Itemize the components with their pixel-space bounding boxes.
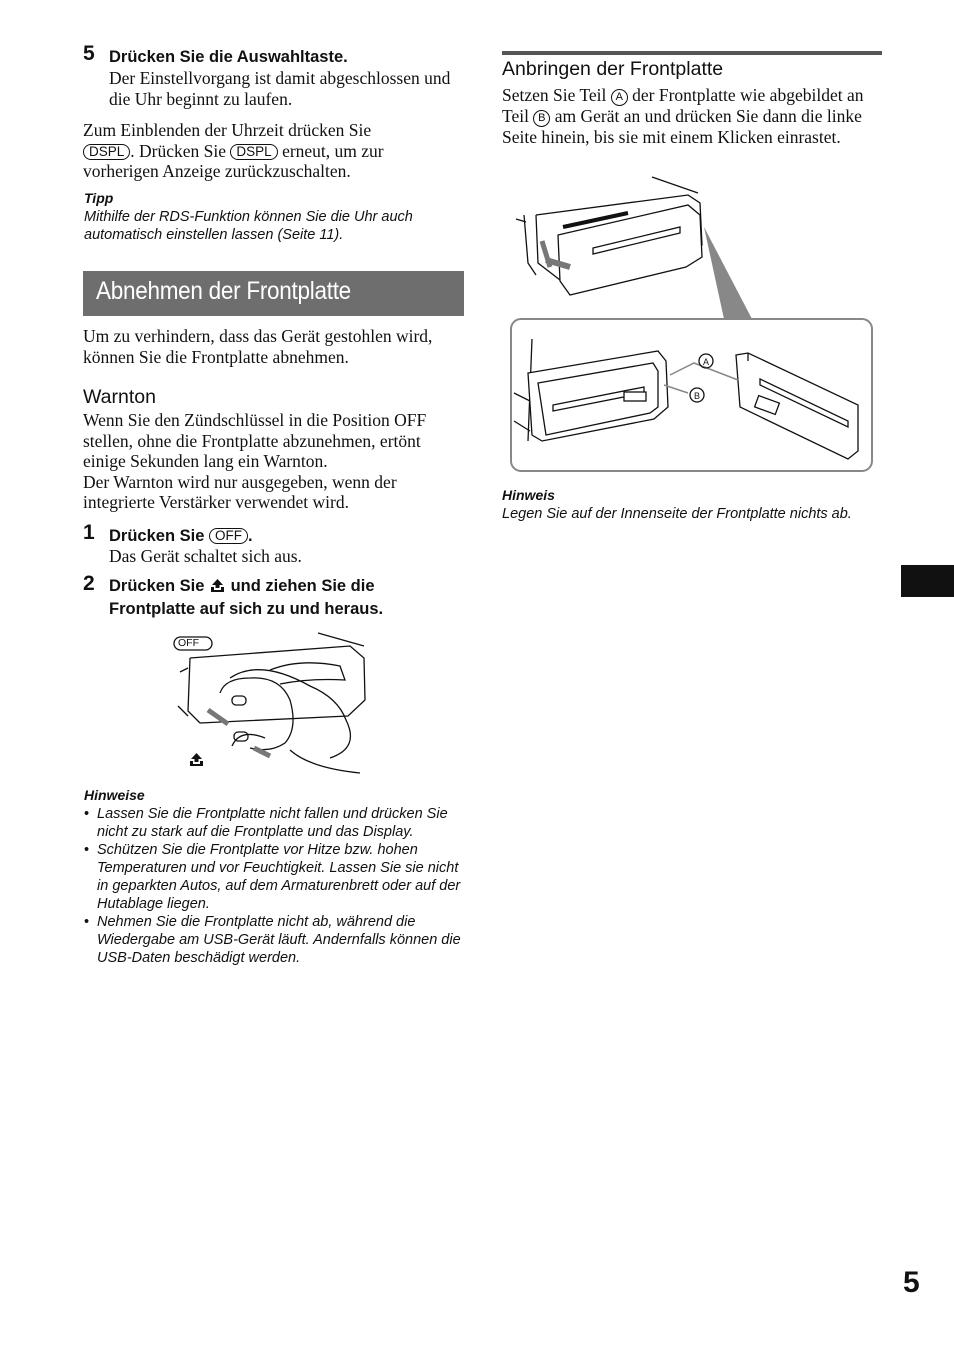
intro-text: Um zu verhindern, dass das Gerät gestohlen wird, können Sie die Frontplatte abnehmen. [83, 326, 433, 367]
right-text-1: Setzen Sie Teil [502, 85, 607, 105]
part-a-label: A [611, 89, 628, 106]
warnton-text [83, 410, 463, 513]
attach-faceplate-figure [508, 175, 876, 475]
hinweise-item: • Nehmen Sie die Frontplatte nicht ab, während die Wiedergabe am USB-Gerät läuft. Andernfalls können die USB-Daten beschädigt werden. [84, 913, 462, 967]
figure-off-label: OFF [178, 637, 199, 649]
step-5-text: Der Einstellvorgang ist damit abgeschlossen und die Uhr beginnt zu laufen. [109, 68, 451, 109]
step-2-title-line2: Frontplatte auf sich zu und heraus. [109, 600, 384, 618]
hinweise-item: • Lassen Sie die Frontplatte nicht fallen und drücken Sie nicht zu stark auf die Frontplatte und das Display. [84, 805, 462, 841]
step-5-number: 5 [83, 42, 95, 65]
dspl-text-2: . Drücken Sie [130, 140, 227, 161]
hinweise-title: Hinweise [84, 787, 145, 803]
part-b-label: B [533, 110, 550, 127]
right-section-title: Anbringen der Frontplatte [502, 58, 724, 80]
step-2-title-text-2: und ziehen Sie die [230, 577, 375, 595]
warnton-title: Warnton [83, 386, 156, 408]
warnton-text-1: Wenn Sie den Zündschlüssel in die Position OFF stellen, ohne die Frontplatte abzunehmen, ertönt einige Sekunden lang ein Warnton. [83, 410, 427, 471]
dspl-text-3: erneut, um zur vorherigen Anzeige zurückzuschalten. [83, 140, 384, 181]
chapter-edge-tab [901, 565, 954, 597]
right-paragraph [502, 85, 886, 148]
inset-label-a: A [702, 357, 710, 367]
step-2-title [109, 576, 469, 619]
release-icon [209, 577, 226, 599]
figure-release-icon [188, 751, 205, 773]
hinweise-list [84, 805, 462, 967]
dspl-paragraph [83, 120, 463, 182]
step-2-title-text: Drücken Sie [109, 577, 205, 595]
step-1-title [109, 526, 253, 546]
dspl-key-2: DSPL [230, 144, 277, 160]
hinweise-item: • Schützen Sie die Frontplatte vor Hitze bzw. hohen Temperaturen und vor Feuchtigkeit. Lassen Sie sie nicht in geparkten Autos, auf dem Armaturenbrett oder auf der Hutablage liegen. [84, 841, 462, 913]
tipp-title: Tipp [84, 190, 114, 206]
hinweis-title: Hinweis [502, 487, 555, 503]
step-2-number: 2 [83, 572, 95, 595]
step-1-title-text: Drücken Sie [109, 527, 205, 545]
page-number: 5 [903, 1266, 920, 1299]
right-text-2: der Frontplatte wie abgebildet an Teil [502, 85, 864, 126]
dspl-key: DSPL [83, 144, 130, 160]
step-5-title: Drücken Sie die Auswahltaste. [109, 48, 348, 66]
inset-label-b: B [693, 391, 701, 401]
section-header-bar [83, 271, 464, 316]
dspl-text-1: Zum Einblenden der Uhrzeit drücken Sie [83, 120, 372, 140]
section-rule [502, 51, 882, 55]
step-1-number: 1 [83, 521, 95, 544]
remove-faceplate-figure [170, 628, 370, 778]
warnton-text-2: Der Warnton wird nur ausgegeben, wenn der integrierte Verstärker verwendet wird. [83, 471, 397, 512]
off-key: OFF [209, 528, 248, 544]
right-text-3: am Gerät an und drücken Sie dann die linke Seite hinein, bis sie mit einem Klicken einrastet. [502, 106, 862, 147]
hinweis-text: Legen Sie auf der Innenseite der Frontplatte nichts ab. [502, 506, 852, 522]
step-1-title-end: . [247, 527, 253, 545]
tipp-text: Mithilfe der RDS-Funktion können Sie die Uhr auch automatisch einstellen lassen (Seite 11). [84, 209, 413, 243]
section-title: Abnehmen der Frontplatte [96, 277, 351, 305]
step-1-text: Das Gerät schaltet sich aus. [109, 546, 302, 566]
